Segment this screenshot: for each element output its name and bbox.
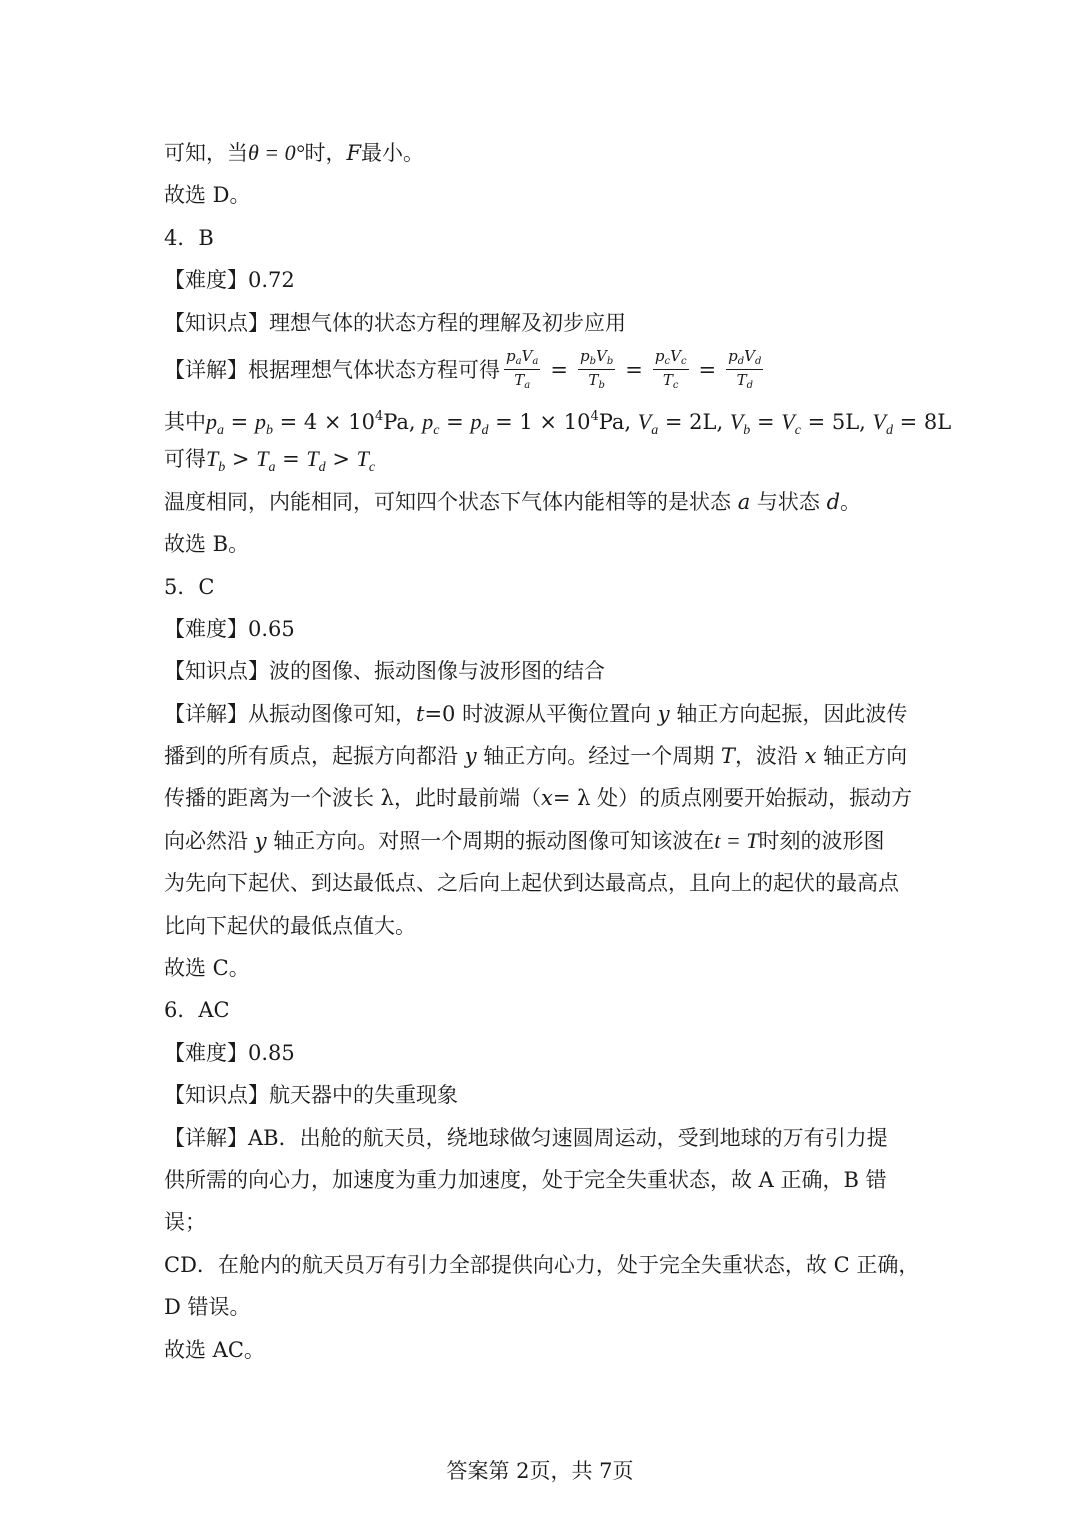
detail-line [164, 820, 924, 862]
detail-line: D 错误。 [164, 1295, 251, 1320]
math-variable: t [416, 701, 425, 726]
text-span: 轴正方向 [816, 744, 908, 769]
detail-line: 误； [164, 1210, 206, 1235]
text-span: 其中 [164, 409, 206, 434]
text-span: 向必然沿 [164, 828, 255, 853]
fraction: $\frac{p_bV_b}{T_b}$ [580, 346, 614, 391]
question-header: 5．C [164, 574, 215, 599]
answer-line: 故选 C。 [164, 956, 250, 981]
text-span: 时刻的波形图 [758, 828, 885, 853]
text-span: ，波沿 [734, 744, 805, 769]
result-line: 可得$T_b > T_a = T_d > T_c$ [164, 446, 376, 476]
detail-line: 比向下起伏的最低点值大。 [164, 913, 416, 938]
detail-line: 【详解】根据理想气体状态方程可得 $\frac{p_aV_a}{T_a}$ = $\frac{p_bV_b}{T_b}$ = $\frac{p_cV_c}{T_c}$ = $\frac{p_dV_d}{T_d}$ [164, 344, 924, 396]
text-line [164, 132, 924, 174]
text-span: = λ 处）的质点刚要开始振动，振动方 [552, 786, 913, 811]
text-line [164, 481, 924, 523]
math-expression: θ = 0° [248, 140, 305, 165]
knowledge-line: 【知识点】波的图像、振动图像与波形图的结合 [164, 659, 605, 684]
detail-line: CD．在舱内的航天员万有引力全部提供向心力，处于完全失重状态，故 C 正确， [164, 1252, 920, 1277]
text-span: 轴正方向。对照一个周期的振动图像可知该波在 [266, 828, 715, 853]
detail-line: 供所需的向心力，加速度为重力加速度，处于完全失重状态，故 A 正确，B 错 [164, 1167, 887, 1192]
difficulty-line: 【难度】0.72 [164, 268, 295, 293]
knowledge-line: 【知识点】理想气体的状态方程的理解及初步应用 [164, 310, 626, 335]
fraction: $\frac{p_aV_a}{T_a}$ [506, 346, 539, 391]
math-variable: x [804, 744, 817, 769]
answer-content [164, 132, 952, 1371]
page-footer: 答案第 2页，共 7页 [446, 1459, 634, 1483]
fraction: $\frac{p_cV_c}{T_c}$ [654, 346, 687, 391]
math-variable: T [720, 744, 735, 769]
detail-line [164, 693, 924, 735]
text-span: 可得 [164, 447, 206, 472]
text-span: =0 时波源从平衡位置向 [424, 701, 658, 726]
difficulty-line: 【难度】0.85 [164, 1040, 295, 1065]
text-span: 【详解】从振动图像可知， [164, 701, 416, 726]
math-expression: t = T [714, 827, 759, 853]
math-variable: a [737, 489, 751, 514]
math-variable: F [346, 141, 362, 165]
text-span: 时， [304, 141, 347, 165]
answer-line: 故选 B。 [164, 532, 250, 557]
knowledge-line: 【知识点】航天器中的失重现象 [164, 1083, 458, 1108]
text-span: 。 [840, 489, 862, 514]
math-variable: x [540, 786, 553, 811]
text-span: 轴正方向。经过一个周期 [476, 744, 721, 769]
math-variable: y [464, 744, 477, 769]
difficulty-line: 【难度】0.65 [164, 616, 295, 641]
text-span: 温度相同，内能相同，可知四个状态下气体内能相等的是状态 [164, 489, 738, 514]
text-span: 【详解】根据理想气体状态方程可得 [164, 357, 500, 382]
text-line: 故选 D。 [164, 183, 251, 208]
math-variable: y [657, 701, 670, 726]
detail-line: 【详解】AB．出舱的航天员，绕地球做匀速圆周运动，受到地球的万有引力提 [164, 1125, 888, 1150]
detail-line [164, 735, 924, 777]
given-line: 其中$p_a = p_b = 4 \times 10^4Pa$, $p_c = p_d = 1 \times 10^4Pa$, $V_a = 2L$, $V_b = V_c = 5L$, $V_d = 8L$ [164, 408, 952, 438]
detail-line [164, 777, 924, 819]
text-span: 可知，当 [164, 141, 248, 165]
answer-line: 故选 AC。 [164, 1337, 265, 1362]
math-variable: y [254, 828, 267, 853]
detail-line: 为先向下起伏、到达最低点、之后向上起伏到达最高点，且向上的起伏的最高点 [164, 871, 899, 896]
math-variable: d [826, 489, 841, 514]
question-header: 6．AC [164, 998, 230, 1023]
text-span: 轴正方向起振，因此波传 [669, 701, 908, 726]
fraction: $\frac{p_dV_d}{T_d}$ [728, 346, 762, 391]
text-span: 传播的距离为一个波长 λ，此时最前端（ [164, 786, 541, 811]
question-header: 4．B [164, 225, 214, 250]
text-span: 与状态 [750, 489, 827, 514]
text-span: 播到的所有质点，起振方向都沿 [164, 744, 465, 769]
text-span: 最小。 [361, 141, 425, 165]
